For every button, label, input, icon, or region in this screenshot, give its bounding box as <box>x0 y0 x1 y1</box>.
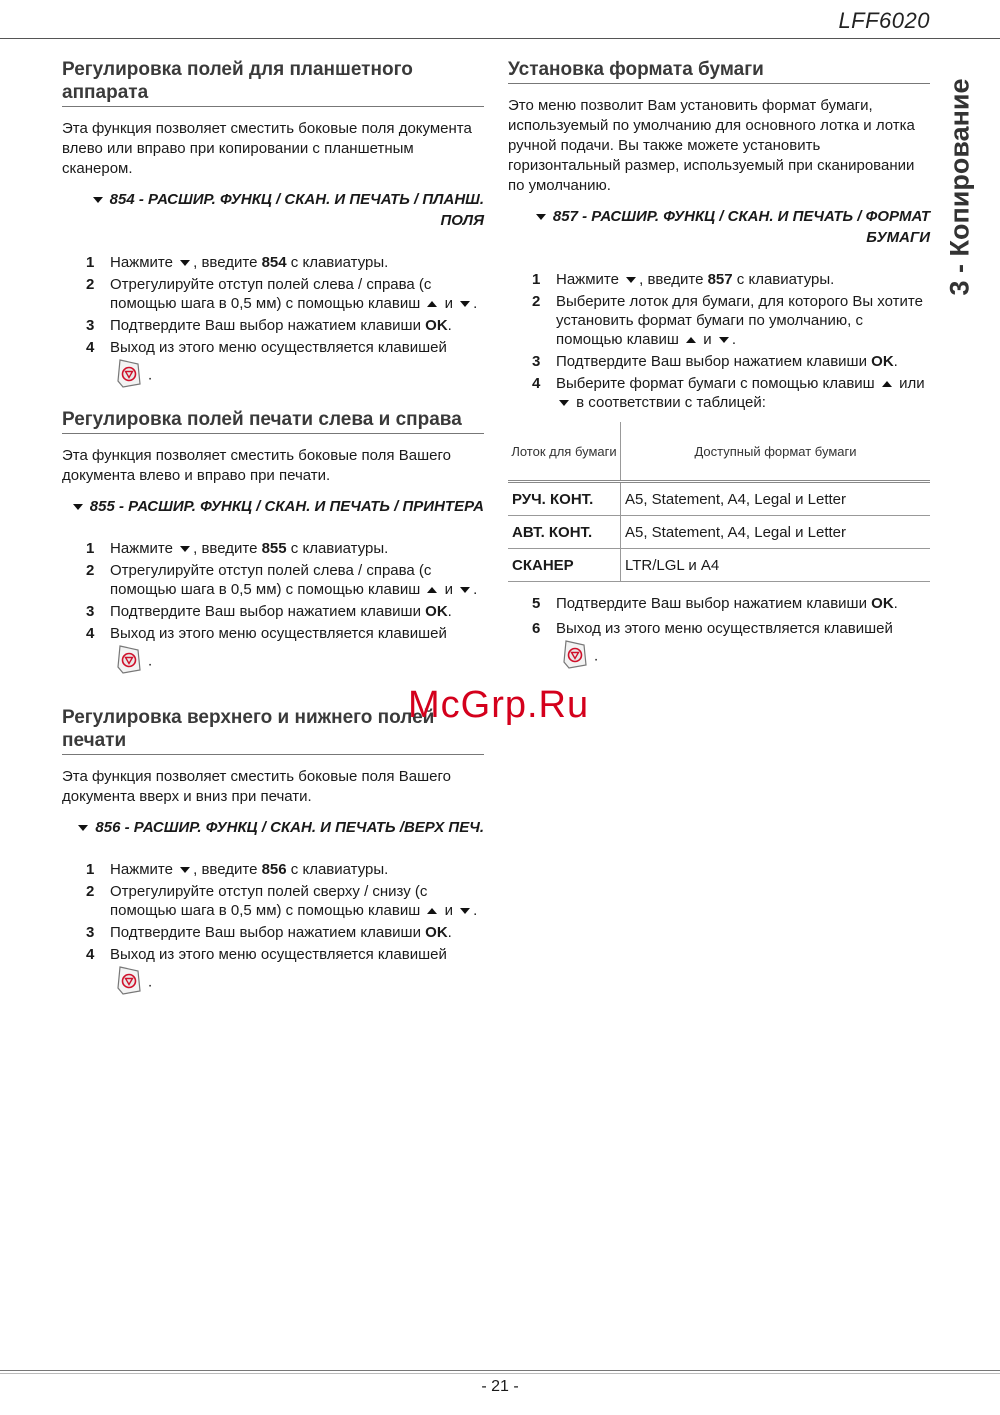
menu-path <box>62 496 484 517</box>
step-3: 3 Подтвердите Ваш выбор нажатием клавиши OK. <box>86 603 452 620</box>
right-column <box>508 58 930 687</box>
step-4: 4 Выход из этого меню осуществляется клавишей . <box>62 945 484 1001</box>
menu-path <box>62 817 484 838</box>
down-arrow-icon <box>78 825 88 831</box>
section-title: Регулировка верхнего и нижнего полей печати <box>62 706 484 755</box>
stop-key-icon <box>114 357 144 394</box>
section-title: Регулировка полей для планшетного аппарата <box>62 58 484 107</box>
table-cell-format: A5, Statement, A4, Legal и Letter <box>621 482 931 516</box>
step-4: 4 Выход из этого меню осуществляется клавишей . <box>62 624 484 680</box>
steps-list-continued <box>508 594 930 675</box>
header-model: LFF6020 <box>838 8 930 33</box>
step-6: 6 Выход из этого меню осуществляется клавишей . <box>508 619 930 675</box>
section-857 <box>508 58 930 675</box>
up-arrow-icon <box>427 587 437 593</box>
step-1: 1 Нажмите , введите 857 с клавиатуры. <box>532 271 835 288</box>
chapter-tab-label: 3 - Копирование <box>944 78 975 296</box>
step-2: 2 Отрегулируйте отступ полей слева / справа (с помощью шага в 0,5 мм) с помощью клавиш и . <box>86 276 478 312</box>
step-3: 3 Подтвердите Ваш выбор нажатием клавиши OK. <box>86 317 452 334</box>
menu-path-text: 857 - РАСШИР. ФУНКЦ / СКАН. И ПЕЧАТЬ / ФОРМАТ БУМАГИ <box>552 208 930 246</box>
section-856 <box>62 706 484 1001</box>
down-arrow-icon <box>460 301 470 307</box>
step-2: 2 Отрегулируйте отступ полей слева / справа (с помощью шага в 0,5 мм) с помощью клавиш и . <box>86 562 478 598</box>
step-1: 1 Нажмите , введите 854 с клавиатуры. <box>86 254 389 271</box>
table-header-tray: Лоток для бумаги <box>508 422 621 482</box>
table-cell-tray: АВТ. КОНТ. <box>508 516 621 549</box>
step-5: 5 Подтвердите Ваш выбор нажатием клавиши OK. <box>532 595 898 612</box>
steps-list <box>62 539 484 680</box>
section-intro: Эта функция позволяет сместить боковые поля Вашего документа вверх и вниз при печати. <box>62 768 451 805</box>
section-855 <box>62 408 484 680</box>
down-arrow-icon <box>180 867 190 873</box>
footer-rule-secondary <box>0 1373 1000 1374</box>
step-4: 4 Выберите формат бумаги с помощью клавиш или в соответствии с таблицей: <box>532 375 925 411</box>
menu-path-text: 854 - РАСШИР. ФУНКЦ / СКАН. И ПЕЧАТЬ / ПЛАНШ. ПОЛЯ <box>109 191 484 229</box>
menu-path-text: 856 - РАСШИР. ФУНКЦ / СКАН. И ПЕЧАТЬ /ВЕРХ ПЕЧ. <box>95 819 484 836</box>
up-arrow-icon <box>427 908 437 914</box>
up-arrow-icon <box>427 301 437 307</box>
down-arrow-icon <box>460 908 470 914</box>
paper-format-table <box>508 422 930 582</box>
stop-key-icon <box>114 643 144 680</box>
down-arrow-icon <box>559 400 569 406</box>
menu-path <box>508 206 930 248</box>
section-intro: Эта функция позволяет сместить боковые поля документа влево или вправо при копировании с планшетным сканером. <box>62 120 472 177</box>
step-2: 2 Выберите лоток для бумаги, для которого Вы хотите установить формат бумаги по умолчанию, с помощью клавиш и . <box>532 293 923 348</box>
step-4: 4 Выход из этого меню осуществляется клавишей . <box>62 338 484 394</box>
section-intro: Эта функция позволяет сместить боковые поля Вашего документа влево и вправо при печати. <box>62 447 451 484</box>
page-number: - 21 - <box>481 1378 519 1395</box>
menu-path <box>62 189 484 231</box>
down-arrow-icon <box>536 214 546 220</box>
down-arrow-icon <box>180 546 190 552</box>
up-arrow-icon <box>686 337 696 343</box>
up-arrow-icon <box>882 381 892 387</box>
stop-key-icon <box>114 964 144 1001</box>
table-header-format: Доступный формат бумаги <box>694 443 857 459</box>
left-column <box>62 58 484 1013</box>
stop-key-icon <box>560 638 590 675</box>
step-1: 1 Нажмите , введите 856 с клавиатуры. <box>86 861 389 878</box>
section-title: Регулировка полей печати слева и справа <box>62 408 484 434</box>
section-854 <box>62 58 484 394</box>
table-row <box>508 482 930 516</box>
table-cell-format: A5, Statement, A4, Legal и Letter <box>621 516 931 549</box>
down-arrow-icon <box>719 337 729 343</box>
step-2: 2 Отрегулируйте отступ полей сверху / снизу (с помощью шага в 0,5 мм) с помощью клавиш и . <box>86 883 478 919</box>
table-cell-tray: СКАНЕР <box>508 549 621 582</box>
down-arrow-icon <box>73 504 83 510</box>
down-arrow-icon <box>180 260 190 266</box>
section-intro: Это меню позволит Вам установить формат бумаги, используемый по умолчанию для основного лотка и лотка ручной подачи. Вы также можете установить горизонтальный размер, используемый при сканировании по умолчанию. <box>508 97 915 194</box>
steps-list <box>508 270 930 412</box>
footer-rule <box>0 1370 1000 1371</box>
step-3: 3 Подтвердите Ваш выбор нажатием клавиши OK. <box>86 924 452 941</box>
table-row <box>508 549 930 582</box>
table-cell-format: LTR/LGL и A4 <box>621 549 931 582</box>
steps-list <box>62 860 484 1001</box>
steps-list <box>62 253 484 394</box>
watermark: McGrp.Ru <box>408 684 590 726</box>
down-arrow-icon <box>626 277 636 283</box>
step-1: 1 Нажмите , введите 855 с клавиатуры. <box>86 540 389 557</box>
section-title: Установка формата бумаги <box>508 58 930 84</box>
header-rule <box>0 38 1000 39</box>
down-arrow-icon <box>460 587 470 593</box>
table-header-row <box>508 422 930 482</box>
table-row <box>508 516 930 549</box>
chapter-tab <box>930 62 990 312</box>
down-arrow-icon <box>93 197 103 203</box>
menu-path-text: 855 - РАСШИР. ФУНКЦ / СКАН. И ПЕЧАТЬ / ПРИНТЕРА <box>89 498 484 515</box>
table-cell-tray: РУЧ. КОНТ. <box>508 482 621 516</box>
step-3: 3 Подтвердите Ваш выбор нажатием клавиши OK. <box>532 353 898 370</box>
